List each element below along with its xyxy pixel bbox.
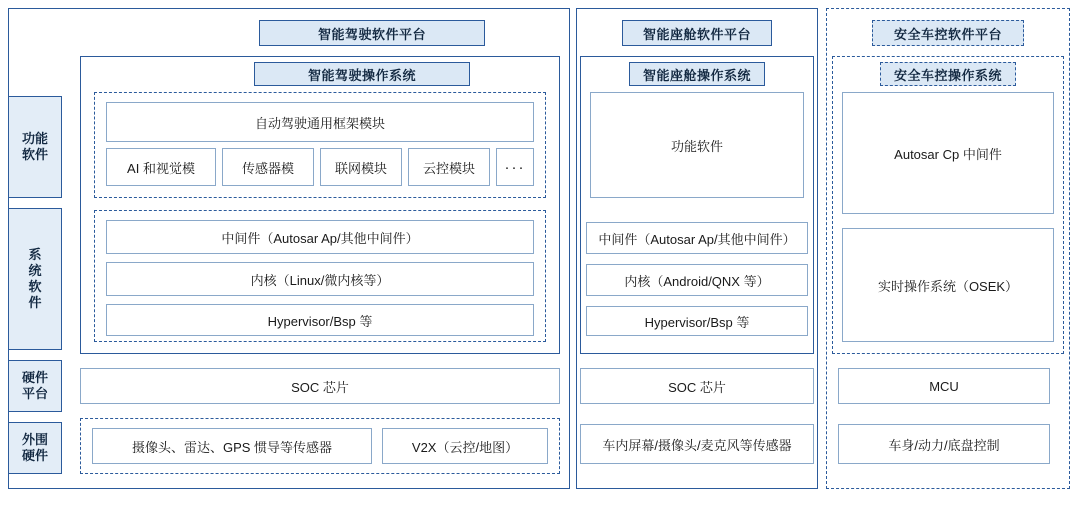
driving-module-cloud: 云控模块 bbox=[408, 148, 490, 186]
driving-peripheral-sensors: 摄像头、雷达、GPS 惯导等传感器 bbox=[92, 428, 372, 464]
driving-framework-module: 自动驾驶通用框架模块 bbox=[106, 102, 534, 142]
driving-module-ai-vision: AI 和视觉模 bbox=[106, 148, 216, 186]
cockpit-function-software: 功能软件 bbox=[590, 92, 804, 198]
cockpit-os-title: 智能座舱操作系统 bbox=[629, 62, 765, 86]
row-label-peripheral-hardware-text: 外围 硬件 bbox=[21, 431, 48, 463]
driving-hardware-platform: SOC 芯片 bbox=[80, 368, 560, 404]
driving-module-more: ··· bbox=[496, 148, 534, 186]
cockpit-peripheral-sensors: 车内屏幕/摄像头/麦克风等传感器 bbox=[580, 424, 814, 464]
driving-kernel: 内核（Linux/微内核等） bbox=[106, 262, 534, 296]
row-label-function-software-text: 功能 软件 bbox=[21, 130, 48, 162]
cockpit-kernel: 内核（Android/QNX 等） bbox=[586, 264, 808, 296]
safety-rtos: 实时操作系统（OSEK） bbox=[842, 228, 1054, 342]
safety-peripheral-control: 车身/动力/底盘控制 bbox=[838, 424, 1050, 464]
safety-os-title: 安全车控操作系统 bbox=[880, 62, 1016, 86]
cockpit-platform-title: 智能座舱软件平台 bbox=[622, 20, 772, 46]
driving-hypervisor: Hypervisor/Bsp 等 bbox=[106, 304, 534, 336]
cockpit-hardware-platform: SOC 芯片 bbox=[580, 368, 814, 404]
row-label-system-software-text: 系 统 软 件 bbox=[28, 246, 42, 311]
cockpit-hypervisor: Hypervisor/Bsp 等 bbox=[586, 306, 808, 336]
safety-autosar-cp-middleware: Autosar Cp 中间件 bbox=[842, 92, 1054, 214]
driving-platform-title: 智能驾驶软件平台 bbox=[259, 20, 485, 46]
row-label-hardware-platform-text: 硬件 平台 bbox=[21, 369, 48, 401]
driving-module-sensor: 传感器模 bbox=[222, 148, 314, 186]
driving-os-title: 智能驾驶操作系统 bbox=[254, 62, 470, 86]
driving-peripheral-v2x: V2X（云控/地图） bbox=[382, 428, 548, 464]
safety-platform-title: 安全车控软件平台 bbox=[872, 20, 1024, 46]
safety-hardware-platform: MCU bbox=[838, 368, 1050, 404]
cockpit-middleware: 中间件（Autosar Ap/其他中间件） bbox=[586, 222, 808, 254]
driving-module-network: 联网模块 bbox=[320, 148, 402, 186]
driving-middleware: 中间件（Autosar Ap/其他中间件） bbox=[106, 220, 534, 254]
